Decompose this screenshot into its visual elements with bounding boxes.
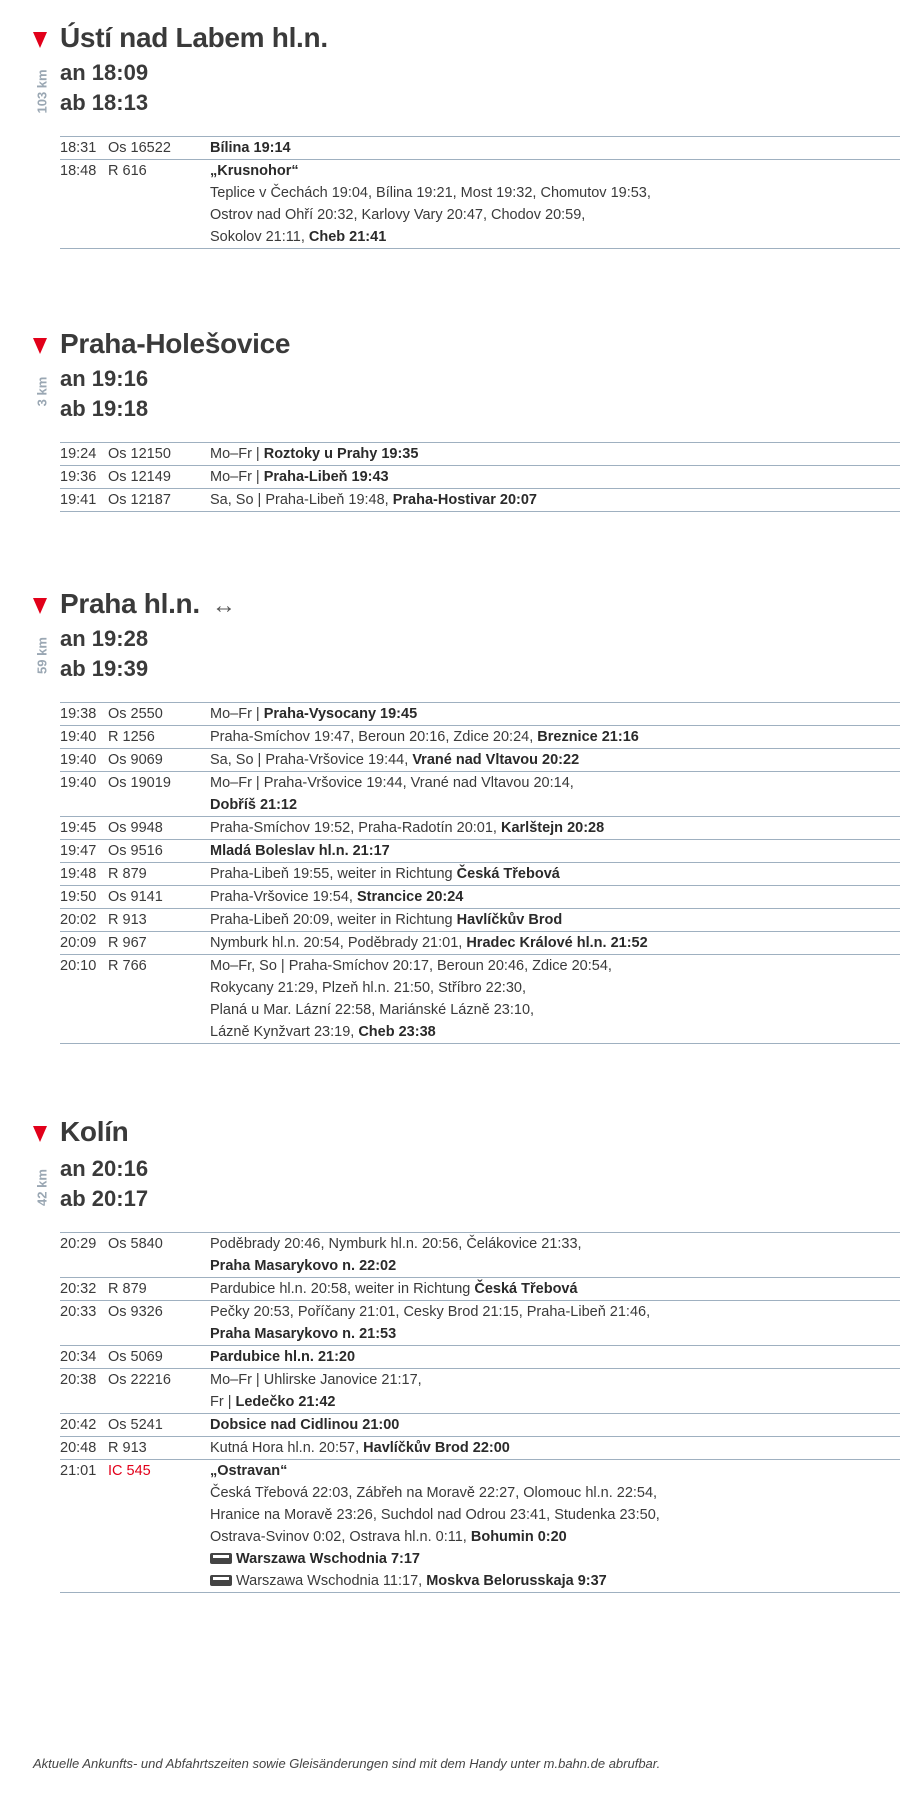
route-line <box>210 1482 900 1504</box>
station-distance: 103 km <box>34 69 50 114</box>
train-number-cell: R 913 <box>108 912 147 928</box>
table-row <box>60 886 900 909</box>
train-number-cell: Os 12149 <box>108 469 171 485</box>
route-stop-bold: Breznice 21:16 <box>537 729 639 745</box>
departure-time: ab 18:13 <box>60 90 149 115</box>
route-line <box>210 726 900 748</box>
route-stop: Sokolov 21:11, <box>210 229 309 245</box>
route-stop: Planá u Mar. Lázní 22:58, Mariánské Lázně 23:10, <box>210 1002 535 1018</box>
route-stop: Praha-Vršovice 19:54, <box>210 889 357 905</box>
route-line <box>210 1255 900 1277</box>
route-stop-bold: Moskva Belorusskaja 9:37 <box>426 1573 607 1589</box>
departure-time-cell: 20:48 <box>60 1440 97 1456</box>
route-stop: Mo–Fr | Uhlirske Janovice 21:17, <box>210 1372 422 1388</box>
route-cell <box>210 817 900 839</box>
departure-table <box>60 136 900 249</box>
train-number-cell: R 1256 <box>108 729 155 745</box>
route-cell <box>210 1233 900 1277</box>
station-marker-icon <box>33 1126 47 1142</box>
route-stop-bold: Praha Masarykovo n. 22:02 <box>210 1258 397 1274</box>
departure-time-cell: 19:41 <box>60 492 97 508</box>
table-row <box>60 932 900 955</box>
route-stop-bold: Roztoky u Prahy 19:35 <box>263 446 419 462</box>
route-line <box>210 999 900 1021</box>
arrival-time: an 20:16 <box>60 1156 149 1181</box>
route-line <box>210 1278 900 1300</box>
station-times <box>60 1154 148 1214</box>
route-cell <box>210 1437 900 1459</box>
route-line <box>210 1021 900 1043</box>
train-number-cell: R 967 <box>108 935 147 951</box>
footer-note: Aktuelle Ankunfts- und Abfahrtszeiten sowie Gleisänderungen sind mit dem Handy unter m.bahn.de abrufbar. <box>33 1756 661 1771</box>
train-number-cell: Os 12187 <box>108 492 171 508</box>
table-row <box>60 160 900 249</box>
route-cell <box>210 886 900 908</box>
route-cell <box>210 137 900 159</box>
table-row <box>60 1278 900 1301</box>
route-line <box>210 1437 900 1459</box>
route-stop-bold: Warszawa Wschodnia 7:17 <box>236 1551 420 1567</box>
route-line <box>210 932 900 954</box>
departure-time-cell: 19:40 <box>60 752 97 768</box>
train-number-cell: Os 2550 <box>108 706 163 722</box>
route-stop-bold: Strancice 20:24 <box>356 889 464 905</box>
train-number-cell: Os 5241 <box>108 1417 163 1433</box>
train-number-cell: Os 9069 <box>108 752 163 768</box>
route-line <box>210 1323 900 1345</box>
train-number-cell: Os 12150 <box>108 446 171 462</box>
table-row <box>60 1346 900 1369</box>
route-cell <box>210 1346 900 1368</box>
route-stop-bold: Vrané nad Vltavou 20:22 <box>412 752 580 768</box>
departure-time: ab 19:18 <box>60 396 149 421</box>
route-line <box>210 863 900 885</box>
departure-time-cell: 19:45 <box>60 820 97 836</box>
route-stop: Nymburk hl.n. 20:54, Poděbrady 21:01, <box>210 935 467 951</box>
route-line <box>210 909 900 931</box>
train-icon <box>210 1553 232 1564</box>
route-stop-bold: Praha Masarykovo n. 21:53 <box>210 1326 397 1342</box>
transfer-arrows-icon: ↔ <box>211 592 236 619</box>
route-stop: Pardubice hl.n. 20:58, weiter in Richtung <box>210 1281 475 1297</box>
route-stop: Ostrava-Svinov 0:02, Ostrava hl.n. 0:11, <box>210 1529 471 1545</box>
table-row <box>60 1460 900 1593</box>
station-name-text: Praha hl.n. <box>60 588 200 619</box>
route-stop-bold: Praha-Hostivar 20:07 <box>392 492 537 508</box>
route-cell <box>210 1278 900 1300</box>
route-stop-bold: Havlíčkův Brod <box>456 912 563 928</box>
route-line <box>210 1504 900 1526</box>
route-line <box>210 1391 900 1413</box>
route-cell <box>210 489 900 511</box>
departure-time-cell: 19:36 <box>60 469 97 485</box>
route-line <box>210 443 900 465</box>
route-stop: Warszawa Wschodnia 11:17, <box>236 1573 427 1589</box>
table-row <box>60 443 900 466</box>
table-row <box>60 1233 900 1278</box>
departure-time-cell: 21:01 <box>60 1463 97 1479</box>
route-stop-bold: „Krusnohor“ <box>210 163 299 179</box>
table-row <box>60 749 900 772</box>
table-row <box>60 137 900 160</box>
route-stop: Praha-Smíchov 19:52, Praha-Radotín 20:01, <box>210 820 501 836</box>
route-stop: Ostrov nad Ohří 20:32, Karlovy Vary 20:47, Chodov 20:59, <box>210 207 586 223</box>
departure-time-cell: 19:50 <box>60 889 97 905</box>
table-row <box>60 1414 900 1437</box>
station-times <box>60 58 148 118</box>
route-stop: Mo–Fr | <box>210 446 264 462</box>
departure-time-cell: 18:48 <box>60 163 97 179</box>
route-stop: Mo–Fr | <box>210 469 264 485</box>
route-stop-bold: Karlštejn 20:28 <box>500 820 605 836</box>
arrival-time: an 18:09 <box>60 60 149 85</box>
route-cell <box>210 909 900 931</box>
route-cell <box>210 955 900 1043</box>
table-row <box>60 489 900 512</box>
departure-time-cell: 20:33 <box>60 1304 97 1320</box>
table-row <box>60 840 900 863</box>
arrival-time: an 19:28 <box>60 626 149 651</box>
train-number-cell: Os 9326 <box>108 1304 163 1320</box>
table-row <box>60 703 900 726</box>
route-cell <box>210 863 900 885</box>
table-row <box>60 1369 900 1414</box>
station-marker-icon <box>33 338 47 354</box>
route-line <box>210 1460 900 1482</box>
route-line <box>210 182 900 204</box>
route-cell <box>210 1369 900 1413</box>
train-icon <box>210 1575 232 1586</box>
route-cell <box>210 726 900 748</box>
train-number-cell: Os 5840 <box>108 1236 163 1252</box>
route-stop: Fr | <box>210 1394 236 1410</box>
train-number-cell: Os 9948 <box>108 820 163 836</box>
route-stop: Lázně Kynžvart 23:19, <box>210 1024 359 1040</box>
station-name: Praha-Holešovice <box>60 328 291 359</box>
departure-time-cell: 19:24 <box>60 446 97 462</box>
route-line <box>210 840 900 862</box>
departure-time-cell: 20:38 <box>60 1372 97 1388</box>
route-line <box>210 703 900 725</box>
departure-time-cell: 20:32 <box>60 1281 97 1297</box>
route-line <box>210 886 900 908</box>
station-distance: 3 km <box>34 376 50 407</box>
route-stop: Kutná Hora hl.n. 20:57, <box>210 1440 364 1456</box>
departure-time-cell: 20:34 <box>60 1349 97 1365</box>
route-line <box>210 160 900 182</box>
departure-time-cell: 20:29 <box>60 1236 97 1252</box>
departure-table <box>60 702 900 1044</box>
route-line <box>210 955 900 977</box>
route-line <box>210 489 900 511</box>
route-stop-bold: Bohumin 0:20 <box>470 1529 567 1545</box>
route-stop-bold: Havlíčkův Brod 22:00 <box>363 1440 510 1456</box>
route-stop-bold: Dobříš 21:12 <box>210 797 298 813</box>
route-line <box>210 817 900 839</box>
route-cell <box>210 443 900 465</box>
route-line <box>210 1548 900 1570</box>
train-number-cell: R 879 <box>108 1281 147 1297</box>
departure-time-cell: 20:42 <box>60 1417 97 1433</box>
departure-time: ab 20:17 <box>60 1186 149 1211</box>
route-line <box>210 226 900 248</box>
route-cell <box>210 703 900 725</box>
table-row <box>60 817 900 840</box>
train-number-cell: Os 19019 <box>108 775 171 791</box>
route-stop-bold: Cheb 21:41 <box>308 229 387 245</box>
route-stop: Sa, So | Praha-Vršovice 19:44, <box>210 752 413 768</box>
departure-time-cell: 20:09 <box>60 935 97 951</box>
route-stop-bold: Hradec Králové hl.n. 21:52 <box>466 935 648 951</box>
route-cell <box>210 749 900 771</box>
station-times <box>60 624 148 684</box>
station-name <box>60 588 236 620</box>
route-stop: Mo–Fr | <box>210 706 264 722</box>
route-cell <box>210 772 900 816</box>
route-line <box>210 1570 900 1592</box>
route-line <box>210 1346 900 1368</box>
route-stop-bold: Česká Třebová <box>456 866 560 882</box>
route-stop: Mo–Fr, So | Praha-Smíchov 20:17, Beroun 20:46, Zdice 20:54, <box>210 958 612 974</box>
route-line <box>210 1369 900 1391</box>
departure-time-cell: 20:02 <box>60 912 97 928</box>
departure-time-cell: 20:10 <box>60 958 97 974</box>
route-stop: Teplice v Čechách 19:04, Bílina 19:21, Most 19:32, Chomutov 19:53, <box>210 185 651 201</box>
route-stop: Mo–Fr | Praha-Vršovice 19:44, Vrané nad Vltavou 20:14, <box>210 775 574 791</box>
route-stop-bold: Cheb 23:38 <box>358 1024 436 1040</box>
route-cell <box>210 1414 900 1436</box>
station-distance: 59 km <box>34 637 50 674</box>
station-name: Ústí nad Labem hl.n. <box>60 22 328 53</box>
route-cell <box>210 466 900 488</box>
route-line <box>210 772 900 794</box>
departure-table <box>60 442 900 512</box>
train-number-cell: R 766 <box>108 958 147 974</box>
station-times <box>60 364 148 424</box>
route-stop: Hranice na Moravě 23:26, Suchdol nad Odrou 23:41, Studenka 23:50, <box>210 1507 660 1523</box>
route-stop-bold: Praha-Libeň 19:43 <box>263 469 389 485</box>
departure-table <box>60 1232 900 1593</box>
departure-time-cell: 19:38 <box>60 706 97 722</box>
train-number-cell: R 913 <box>108 1440 147 1456</box>
departure-time: ab 19:39 <box>60 656 149 681</box>
table-row <box>60 1437 900 1460</box>
train-number-cell: Os 16522 <box>108 140 171 156</box>
route-line <box>210 1526 900 1548</box>
route-stop-bold: Bílina 19:14 <box>210 140 291 156</box>
train-number-cell: Os 22216 <box>108 1372 171 1388</box>
route-stop: Praha-Smíchov 19:47, Beroun 20:16, Zdice 20:24, <box>210 729 538 745</box>
station-name: Kolín <box>60 1116 129 1147</box>
route-line <box>210 204 900 226</box>
route-line <box>210 749 900 771</box>
route-stop-bold: Ledečko 21:42 <box>235 1394 336 1410</box>
route-cell <box>210 160 900 248</box>
train-number-cell: IC 545 <box>108 1463 151 1479</box>
train-number-cell: R 879 <box>108 866 147 882</box>
route-line <box>210 977 900 999</box>
train-number-cell: R 616 <box>108 163 147 179</box>
route-stop: Česká Třebová 22:03, Zábřeh na Moravě 22:27, Olomouc hl.n. 22:54, <box>210 1485 658 1501</box>
route-stop: Poděbrady 20:46, Nymburk hl.n. 20:56, Čelákovice 21:33, <box>210 1236 582 1252</box>
train-number-cell: Os 5069 <box>108 1349 163 1365</box>
route-line <box>210 466 900 488</box>
table-row <box>60 466 900 489</box>
route-stop-bold: Pardubice hl.n. 21:20 <box>210 1349 356 1365</box>
station-marker-icon <box>33 32 47 48</box>
arrival-time: an 19:16 <box>60 366 149 391</box>
route-line <box>210 1233 900 1255</box>
route-cell <box>210 1301 900 1345</box>
table-row <box>60 909 900 932</box>
table-row <box>60 1301 900 1346</box>
route-stop: Pečky 20:53, Poříčany 21:01, Cesky Brod 21:15, Praha-Libeň 21:46, <box>210 1304 651 1320</box>
departure-time-cell: 19:48 <box>60 866 97 882</box>
station-distance: 42 km <box>34 1169 50 1206</box>
route-cell <box>210 1460 900 1592</box>
route-cell <box>210 840 900 862</box>
route-stop-bold: Mladá Boleslav hl.n. 21:17 <box>210 843 390 859</box>
table-row <box>60 955 900 1044</box>
route-stop-bold: Dobsice nad Cidlinou 21:00 <box>210 1417 400 1433</box>
table-row <box>60 772 900 817</box>
route-stop: Praha-Libeň 19:55, weiter in Richtung <box>210 866 457 882</box>
route-stop-bold: „Ostravan“ <box>210 1463 288 1479</box>
departure-time-cell: 19:40 <box>60 775 97 791</box>
route-line <box>210 137 900 159</box>
train-number-cell: Os 9516 <box>108 843 163 859</box>
table-row <box>60 863 900 886</box>
route-stop: Praha-Libeň 20:09, weiter in Richtung <box>210 912 457 928</box>
departure-time-cell: 19:47 <box>60 843 97 859</box>
departure-time-cell: 19:40 <box>60 729 97 745</box>
route-stop-bold: Česká Třebová <box>474 1281 578 1297</box>
train-number-cell: Os 9141 <box>108 889 163 905</box>
route-stop: Sa, So | Praha-Libeň 19:48, <box>210 492 393 508</box>
route-stop-bold: Praha-Vysocany 19:45 <box>263 706 418 722</box>
route-line <box>210 1414 900 1436</box>
route-line <box>210 1301 900 1323</box>
table-row <box>60 726 900 749</box>
departure-time-cell: 18:31 <box>60 140 97 156</box>
station-marker-icon <box>33 598 47 614</box>
route-cell <box>210 932 900 954</box>
route-line <box>210 794 900 816</box>
route-stop: Rokycany 21:29, Plzeň hl.n. 21:50, Stříbro 22:30, <box>210 980 526 996</box>
